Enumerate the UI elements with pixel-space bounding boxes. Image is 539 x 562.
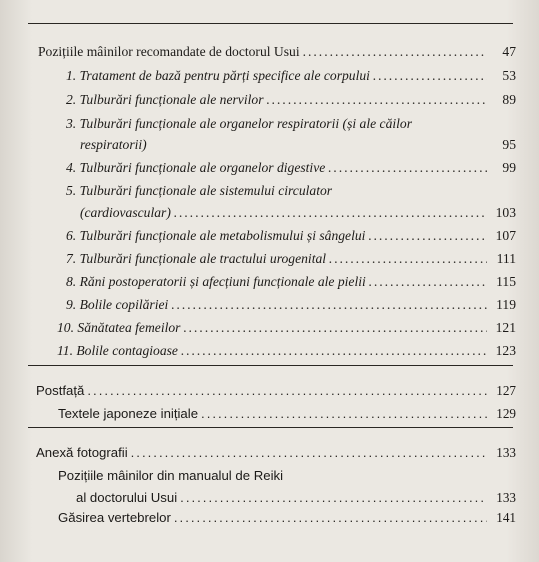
toc-entry-title: 2. Tulburări funcționale ale nervilor bbox=[66, 92, 264, 107]
toc-entry-title: 11. Bolile contagioase bbox=[57, 343, 178, 358]
dot-leader bbox=[303, 44, 487, 60]
toc-entry-continuation: al doctorului Usui bbox=[76, 490, 178, 505]
toc-entry-page: 103 bbox=[495, 205, 516, 220]
dot-leader bbox=[373, 68, 487, 84]
toc-entry-title: 6. Tulburări funcționale ale metabolismului și sângelui bbox=[66, 228, 366, 243]
toc-entry-reiki-title[interactable]: Pozițiile mâinilor din manualul de Reiki bbox=[58, 468, 284, 483]
toc-entry-title: Postfață bbox=[36, 383, 85, 398]
toc-entry-page: 121 bbox=[495, 320, 516, 335]
toc-entry-title: 9. Bolile copilăriei bbox=[66, 297, 169, 312]
dot-leader bbox=[368, 228, 487, 244]
dot-leader bbox=[183, 320, 487, 336]
dot-leader bbox=[87, 383, 487, 398]
toc-entry-page: 89 bbox=[502, 92, 516, 107]
toc-entry-japanese-texts[interactable] bbox=[58, 406, 516, 422]
dot-leader bbox=[174, 205, 487, 221]
toc-entry-7[interactable] bbox=[66, 251, 516, 267]
toc-entry-title: Textele japoneze inițiale bbox=[58, 406, 199, 421]
toc-entry-4[interactable] bbox=[66, 160, 516, 176]
dot-leader bbox=[180, 490, 487, 505]
dot-leader bbox=[171, 297, 487, 313]
toc-entry-page: 127 bbox=[496, 383, 516, 398]
toc-entry-9[interactable] bbox=[66, 297, 516, 313]
toc-entry-title: 10. Sănătatea femeilor bbox=[57, 320, 181, 335]
dot-leader bbox=[328, 160, 487, 176]
dot-leader bbox=[369, 274, 487, 290]
toc-entry-11[interactable] bbox=[57, 343, 516, 359]
toc-entry-page: 141 bbox=[496, 510, 516, 525]
toc-entry-page: 119 bbox=[496, 297, 516, 312]
dot-leader bbox=[329, 251, 487, 267]
toc-entry-title: 1. Tratament de bază pentru părți specifice ale corpului bbox=[66, 68, 370, 83]
toc-entry-2[interactable] bbox=[66, 92, 516, 108]
dot-leader bbox=[266, 92, 487, 108]
toc-entry-3-title[interactable]: 3. Tulburări funcționale ale organelor respiratorii (și ale căilor bbox=[66, 116, 413, 131]
toc-entry-vertebrae[interactable] bbox=[58, 510, 516, 526]
toc-entry-page: 115 bbox=[496, 274, 516, 289]
toc-entry-title: 7. Tulburări funcționale ale tractului urogenital bbox=[66, 251, 327, 266]
toc-entry-3[interactable] bbox=[80, 137, 516, 153]
toc-entry-page: 53 bbox=[502, 68, 516, 83]
toc-entry-page: 47 bbox=[502, 44, 516, 59]
toc-entry-hand-positions[interactable] bbox=[38, 44, 516, 60]
toc-entry-8[interactable] bbox=[66, 274, 516, 290]
toc-entry-page: 107 bbox=[495, 228, 516, 243]
toc-entry-page: 133 bbox=[496, 445, 516, 460]
toc-entry-5-title[interactable]: 5. Tulburări funcționale ale sistemului circulator bbox=[66, 183, 333, 198]
toc-entry-title: Găsirea vertebrelor bbox=[58, 510, 171, 525]
toc-entry-photo-annex[interactable] bbox=[36, 445, 516, 461]
toc-entry-page: 99 bbox=[502, 160, 516, 175]
toc-entry-title: Pozițiile mâinilor recomandate de doctorul Usui bbox=[38, 44, 300, 59]
toc-entry-page: 123 bbox=[495, 343, 516, 358]
section-rule bbox=[28, 427, 513, 428]
section-rule bbox=[28, 365, 513, 366]
toc-entry-page: 95 bbox=[502, 137, 516, 152]
dot-leader bbox=[174, 510, 487, 525]
toc-entry-5[interactable] bbox=[80, 205, 516, 221]
toc-entry-6[interactable] bbox=[66, 228, 516, 244]
toc-entry-title: Anexă fotografii bbox=[36, 445, 128, 460]
toc-entry-page: 133 bbox=[496, 490, 516, 505]
dot-leader bbox=[131, 445, 487, 460]
toc-entry-page: 129 bbox=[496, 406, 516, 421]
toc-entry-title: 4. Tulburări funcționale ale organelor digestive bbox=[66, 160, 326, 175]
top-rule bbox=[28, 23, 513, 24]
toc-entry-10[interactable] bbox=[57, 320, 516, 336]
toc-entry-1[interactable] bbox=[66, 68, 516, 84]
toc-entry-page: 111 bbox=[496, 251, 516, 266]
toc-entry-continuation: (cardiovascular) bbox=[80, 205, 171, 220]
dot-leader bbox=[181, 343, 487, 359]
toc-entry-reiki[interactable] bbox=[76, 490, 516, 506]
dot-leader bbox=[201, 406, 487, 421]
toc-entry-postfata[interactable] bbox=[36, 383, 516, 399]
toc-entry-continuation: respiratorii) bbox=[80, 137, 147, 152]
toc-entry-title: 8. Răni postoperatorii și afecțiuni funcționale ale pielii bbox=[66, 274, 366, 289]
